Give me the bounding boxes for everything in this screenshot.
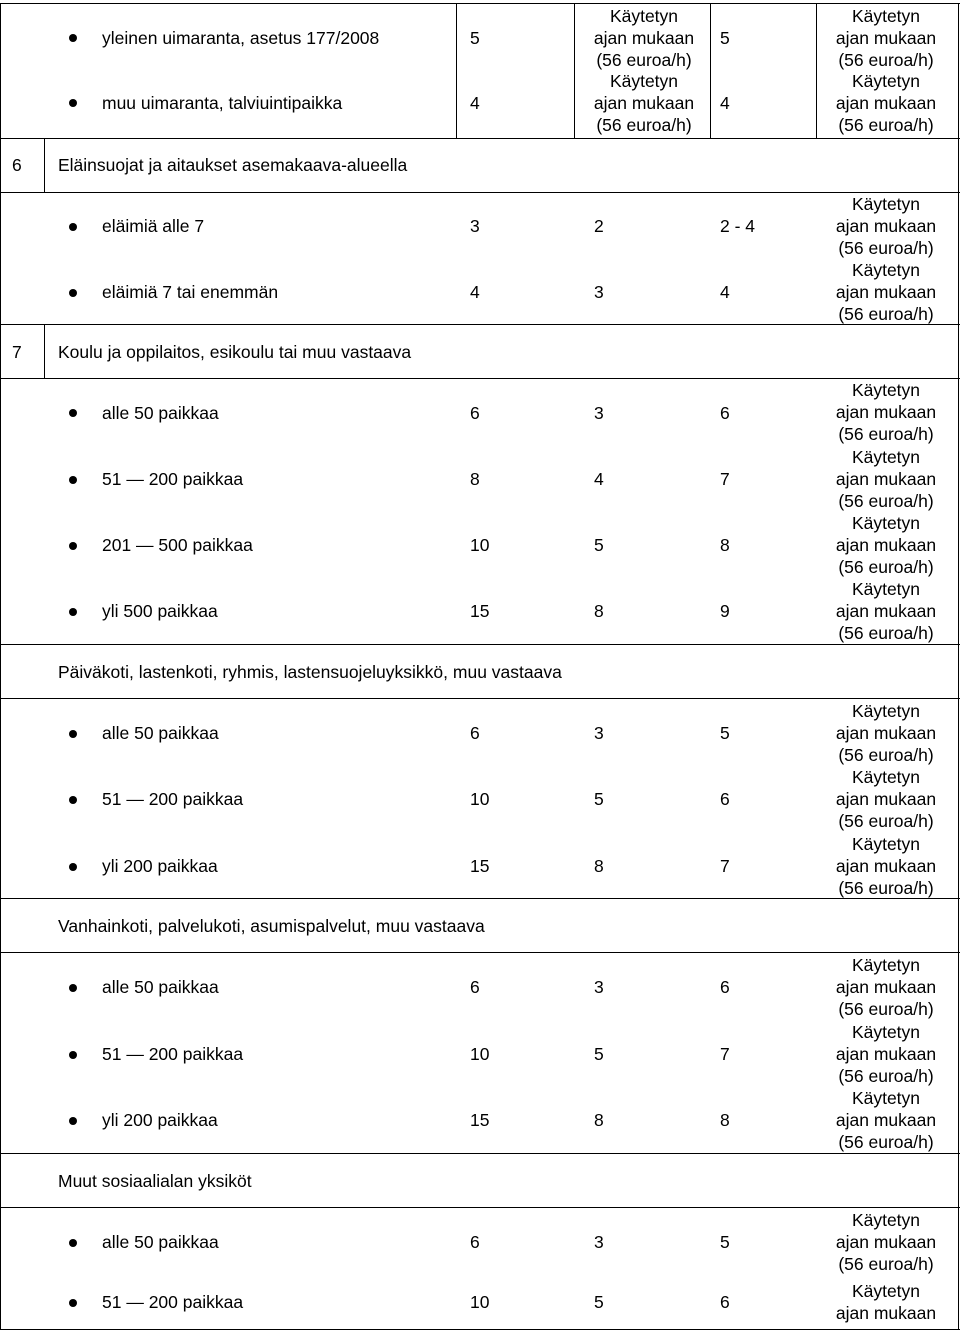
col-divider <box>44 324 45 378</box>
cell-col2: Käytetyn ajan mukaan (56 euroa/h) <box>593 71 695 135</box>
cell-col1: 15 <box>470 601 490 621</box>
cell-col2: 3 <box>594 723 604 743</box>
cell-col2: Käytetyn ajan mukaan (56 euroa/h) <box>593 6 695 70</box>
bullet-icon <box>69 608 77 616</box>
cell-col2: 8 <box>594 601 604 621</box>
bullet-icon <box>69 796 77 804</box>
row-label: 51 — 200 paikkaa <box>102 1292 244 1312</box>
cell-col1: 4 <box>470 93 480 113</box>
cell-col3: 5 <box>720 1232 730 1252</box>
row-divider <box>0 378 960 379</box>
cell-col1: 3 <box>470 216 480 236</box>
row-label: eläimiä 7 tai enemmän <box>102 282 279 302</box>
bullet-icon <box>69 1299 77 1307</box>
bullet-icon <box>69 289 77 297</box>
cell-col3: 7 <box>720 1044 730 1064</box>
bullet-icon <box>69 1117 77 1125</box>
cell-col2: 4 <box>594 469 604 489</box>
row-divider <box>0 644 960 645</box>
bullet-icon <box>69 476 77 484</box>
cell-col2: 8 <box>594 856 604 876</box>
col-divider <box>710 3 711 138</box>
row-divider <box>0 698 960 699</box>
row-label: muu uimaranta, talviuintipaikka <box>102 93 343 113</box>
cell-col3: 7 <box>720 469 730 489</box>
bullet-icon <box>69 223 77 231</box>
table-border-bottom <box>0 1329 960 1330</box>
row-divider <box>0 1153 960 1154</box>
row-label: yli 500 paikkaa <box>102 601 218 621</box>
cell-col3: 8 <box>720 535 730 555</box>
row-label: alle 50 paikkaa <box>102 723 219 743</box>
cell-col3: 8 <box>720 1110 730 1130</box>
row-divider <box>0 192 960 193</box>
row-label: eläimiä alle 7 <box>102 216 205 236</box>
cell-col3: 6 <box>720 1292 730 1312</box>
cell-col4: Käytetyn ajan mukaan (56 euroa/h) <box>835 194 937 258</box>
row-label: 51 — 200 paikkaa <box>102 1044 244 1064</box>
cell-col3: 5 <box>720 723 730 743</box>
cell-col4: Käytetyn ajan mukaan (56 euroa/h) <box>835 701 937 765</box>
cell-col4: Käytetyn ajan mukaan (56 euroa/h) <box>835 6 937 70</box>
table-border-left <box>0 3 1 1330</box>
cell-col4: Käytetyn ajan mukaan (56 euroa/h) <box>835 260 937 324</box>
row-label: alle 50 paikkaa <box>102 977 219 997</box>
cell-col4: Käytetyn ajan mukaan (56 euroa/h) <box>835 1088 937 1152</box>
section-title: Koulu ja oppilaitos, esikoulu tai muu vastaava <box>58 342 412 362</box>
cell-col1: 6 <box>470 403 480 423</box>
section-number: 7 <box>12 342 22 362</box>
cell-col4: Käytetyn ajan mukaan (56 euroa/h) <box>835 447 937 511</box>
cell-col1: 6 <box>470 723 480 743</box>
bullet-icon <box>69 730 77 738</box>
cell-col3: 6 <box>720 977 730 997</box>
row-divider <box>0 898 960 899</box>
cell-col2: 2 <box>594 216 604 236</box>
row-divider <box>0 952 960 953</box>
cell-col4: Käytetyn ajan mukaan (56 euroa/h) <box>835 955 937 1019</box>
cell-col1: 10 <box>470 789 490 809</box>
col-divider <box>816 3 817 138</box>
col-divider <box>456 3 457 138</box>
section-title: Eläinsuojat ja aitaukset asemakaava-alueella <box>58 155 408 175</box>
row-label: 201 — 500 paikkaa <box>102 535 253 555</box>
col-divider <box>44 138 45 192</box>
section-number: 6 <box>12 155 22 175</box>
col-divider <box>574 3 575 138</box>
cell-col4: Käytetyn ajan mukaan <box>835 1281 937 1323</box>
bullet-icon <box>69 863 77 871</box>
cell-col3: 9 <box>720 601 730 621</box>
cell-col2: 5 <box>594 535 604 555</box>
cell-col1: 6 <box>470 1232 480 1252</box>
cell-col4: Käytetyn ajan mukaan (56 euroa/h) <box>835 71 937 135</box>
cell-col1: 5 <box>470 28 480 48</box>
row-divider <box>0 138 960 139</box>
row-label: yli 200 paikkaa <box>102 856 218 876</box>
cell-col4: Käytetyn ajan mukaan (56 euroa/h) <box>835 1022 937 1086</box>
bullet-icon <box>69 1239 77 1247</box>
cell-col2: 3 <box>594 403 604 423</box>
row-label: alle 50 paikkaa <box>102 403 219 423</box>
table-border-right <box>958 3 959 1330</box>
bullet-icon <box>69 409 77 417</box>
bullet-icon <box>69 34 77 42</box>
row-label: alle 50 paikkaa <box>102 1232 219 1252</box>
cell-col1: 10 <box>470 1292 490 1312</box>
row-label: yleinen uimaranta, asetus 177/2008 <box>102 28 380 48</box>
cell-col1: 6 <box>470 977 480 997</box>
cell-col2: 3 <box>594 282 604 302</box>
row-label: 51 — 200 paikkaa <box>102 469 244 489</box>
bullet-icon <box>69 1051 77 1059</box>
cell-col2: 3 <box>594 977 604 997</box>
section-title: Vanhainkoti, palvelukoti, asumispalvelut, muu vastaava <box>58 916 485 936</box>
cell-col4: Käytetyn ajan mukaan (56 euroa/h) <box>835 579 937 643</box>
cell-col3: 4 <box>720 93 730 113</box>
bullet-icon <box>69 984 77 992</box>
row-divider <box>0 1207 960 1208</box>
row-label: 51 — 200 paikkaa <box>102 789 244 809</box>
cell-col1: 4 <box>470 282 480 302</box>
bullet-icon <box>69 99 77 107</box>
row-label: yli 200 paikkaa <box>102 1110 218 1130</box>
cell-col3: 2 - 4 <box>720 216 756 236</box>
section-title: Päiväkoti, lastenkoti, ryhmis, lastensuojeluyksikkö, muu vastaava <box>58 662 562 682</box>
cell-col1: 10 <box>470 535 490 555</box>
cell-col2: 8 <box>594 1110 604 1130</box>
cell-col3: 5 <box>720 28 730 48</box>
cell-col1: 15 <box>470 1110 490 1130</box>
row-divider <box>0 324 960 325</box>
cell-col4: Käytetyn ajan mukaan (56 euroa/h) <box>835 1210 937 1274</box>
section-title: Muut sosiaalialan yksiköt <box>58 1171 252 1191</box>
cell-col4: Käytetyn ajan mukaan (56 euroa/h) <box>835 834 937 898</box>
cell-col1: 15 <box>470 856 490 876</box>
cell-col1: 10 <box>470 1044 490 1064</box>
cell-col2: 5 <box>594 1044 604 1064</box>
bullet-icon <box>69 542 77 550</box>
cell-col3: 6 <box>720 403 730 423</box>
cell-col2: 5 <box>594 1292 604 1312</box>
cell-col4: Käytetyn ajan mukaan (56 euroa/h) <box>835 513 937 577</box>
cell-col3: 4 <box>720 282 730 302</box>
cell-col3: 7 <box>720 856 730 876</box>
cell-col3: 6 <box>720 789 730 809</box>
cell-col1: 8 <box>470 469 480 489</box>
cell-col2: 5 <box>594 789 604 809</box>
cell-col4: Käytetyn ajan mukaan (56 euroa/h) <box>835 380 937 444</box>
cell-col2: 3 <box>594 1232 604 1252</box>
cell-col4: Käytetyn ajan mukaan (56 euroa/h) <box>835 767 937 831</box>
